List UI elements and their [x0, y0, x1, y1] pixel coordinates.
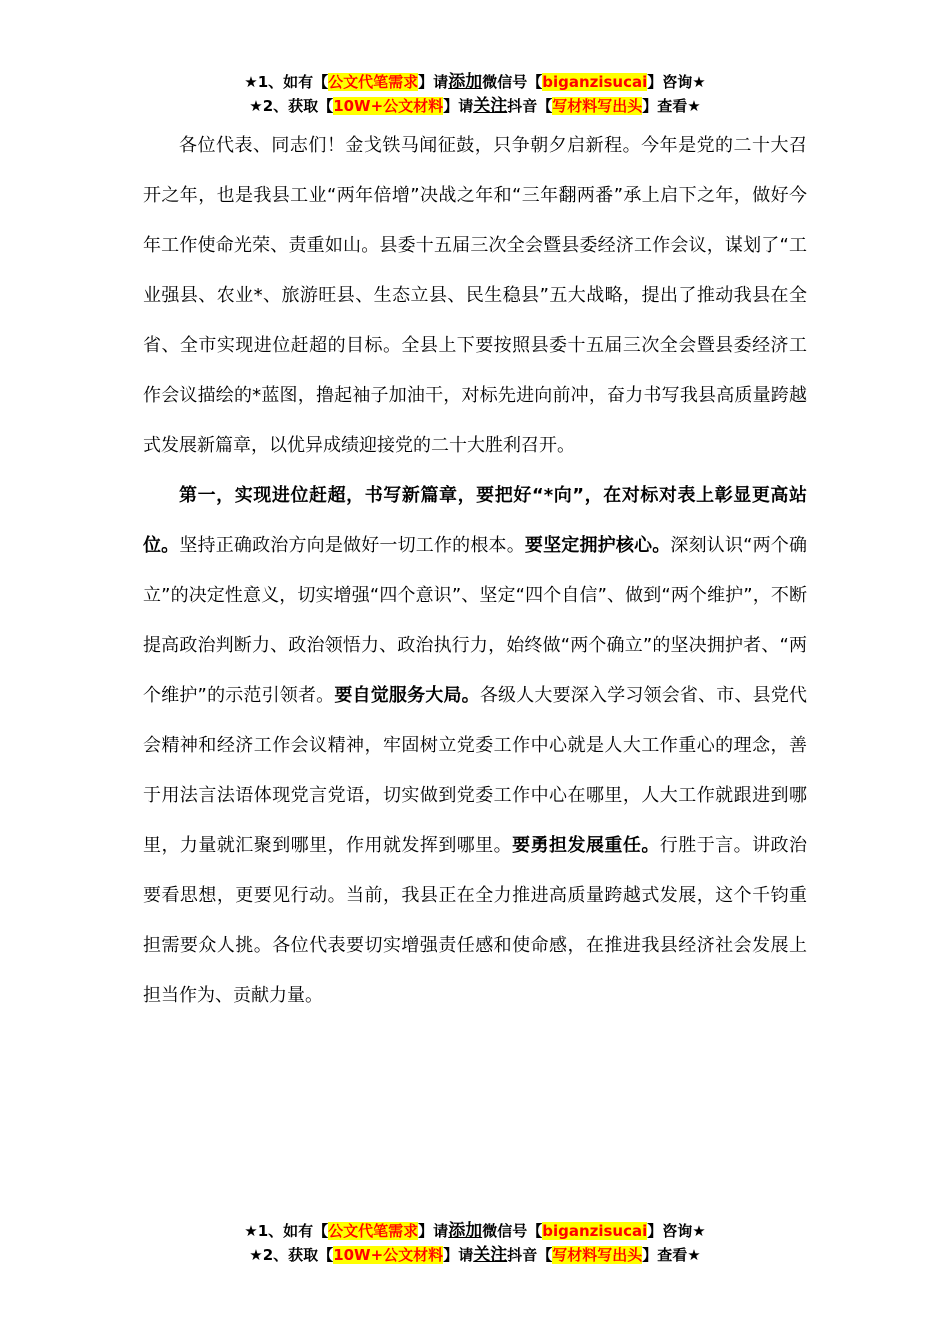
banner-text: 微信号【	[482, 1222, 543, 1240]
banner-text: ★2、获取【	[249, 97, 334, 115]
highlight-request: 公文代笔需求	[328, 1222, 419, 1240]
paragraph-text: 各位代表、同志们！金戈铁马闻征鼓，只争朝夕启新程。今年是党的二十大召开之年，也是我县工业“两年倍增”决战之年和“三年翻两番”承上启下之年，做好今年工作使命光荣、责重如山。县委十五届三次全会暨县委经济工作会议，谋划了“工业强县、农业*、旅游旺县、生态立县、民生稳县”五大战略，提出了推动我县在全省、全市实现进位赶超的目标。全县上下要按照县委十五届三次全会暨县委经济工作会议描绘的*蓝图，撸起袖子加油干，对标先进向前冲，奋力书写我县高质量跨越式发展新篇章，以优异成绩迎接党的二十大胜利召开。	[143, 135, 807, 456]
highlight-wechat-id: biganzisucai	[542, 73, 648, 91]
highlight-material: 10W+公文材料	[333, 1246, 444, 1264]
banner-line-2	[0, 94, 950, 118]
highlight-material: 10W+公文材料	[333, 97, 444, 115]
banner-text: ★2、获取【	[249, 1246, 334, 1264]
banner-text: 】请	[418, 73, 449, 91]
highlight-wechat-id: biganzisucai	[542, 1222, 648, 1240]
banner-line-1	[0, 1219, 950, 1243]
paragraph-text: 深刻认识“两个确立”的决定性意义，切实增强“四个意识”、坚定“四个自信”、做到“两个维护”，不断提高政治判断力、政治领悟力、政治执行力，始终做“两个确立”的坚决拥护者、“两个维护”的示范引领者。	[143, 535, 808, 706]
paragraph-intro	[143, 121, 807, 471]
banner-text: 】请	[443, 97, 474, 115]
banner-text: 微信号【	[482, 73, 543, 91]
underlined-add: 添加	[448, 1221, 483, 1241]
banner-line-2	[0, 1243, 950, 1267]
highlight-account: 写材料写出头	[552, 97, 643, 115]
paragraph-text: 各级人大要深入学习领会省、市、县党代会精神和经济工作会议精神，牢固树立党委工作中心就是人大工作重心的理念，善于用法言法语体现党言党语，切实做到党委工作中心在哪里，人大工作就跟进到哪里，力量就汇聚到哪里，作用就发挥到哪里。	[143, 685, 808, 856]
paragraph-text: 行胜于言。讲政治要看思想，更要见行动。当前，我县正在全力推进高质量跨越式发展，这个千钧重担需要众人挑。各位代表要切实增强责任感和使命感，在推进我县经济社会发展上担当作为、贡献力量。	[143, 835, 807, 1006]
banner-text: 】咨询★	[647, 73, 706, 91]
banner-text: 抖音【	[507, 97, 553, 115]
document-body	[143, 121, 807, 1021]
banner-text: 抖音【	[507, 1246, 553, 1264]
subpoint-heading: 要坚定拥护核心。	[524, 535, 671, 556]
subpoint-heading: 要勇担发展重任。	[512, 835, 660, 856]
banner-text: 】请	[443, 1246, 474, 1264]
highlight-account: 写材料写出头	[552, 1246, 643, 1264]
subpoint-heading: 要自觉服务大局。	[334, 685, 480, 706]
underlined-follow: 关注	[473, 96, 508, 116]
highlight-request: 公文代笔需求	[328, 73, 419, 91]
banner-text: 】请	[418, 1222, 449, 1240]
footer-banner	[0, 1219, 950, 1267]
header-banner	[0, 70, 950, 118]
paragraph-text: 坚持正确政治方向是做好一切工作的根本。	[179, 535, 525, 556]
banner-text: 】咨询★	[647, 1222, 706, 1240]
section-heading: 第一，实现进位赶超，书写新篇章，要把好“*向”，在对标对表上彰显更高站位。	[143, 485, 807, 556]
banner-text: ★1、如有【	[244, 1222, 329, 1240]
banner-text: ★1、如有【	[244, 73, 329, 91]
underlined-follow: 关注	[473, 1245, 508, 1265]
banner-text: 】查看★	[642, 97, 701, 115]
banner-line-1	[0, 70, 950, 94]
paragraph-first-point	[143, 471, 807, 1021]
underlined-add: 添加	[448, 72, 483, 92]
banner-text: 】查看★	[642, 1246, 701, 1264]
